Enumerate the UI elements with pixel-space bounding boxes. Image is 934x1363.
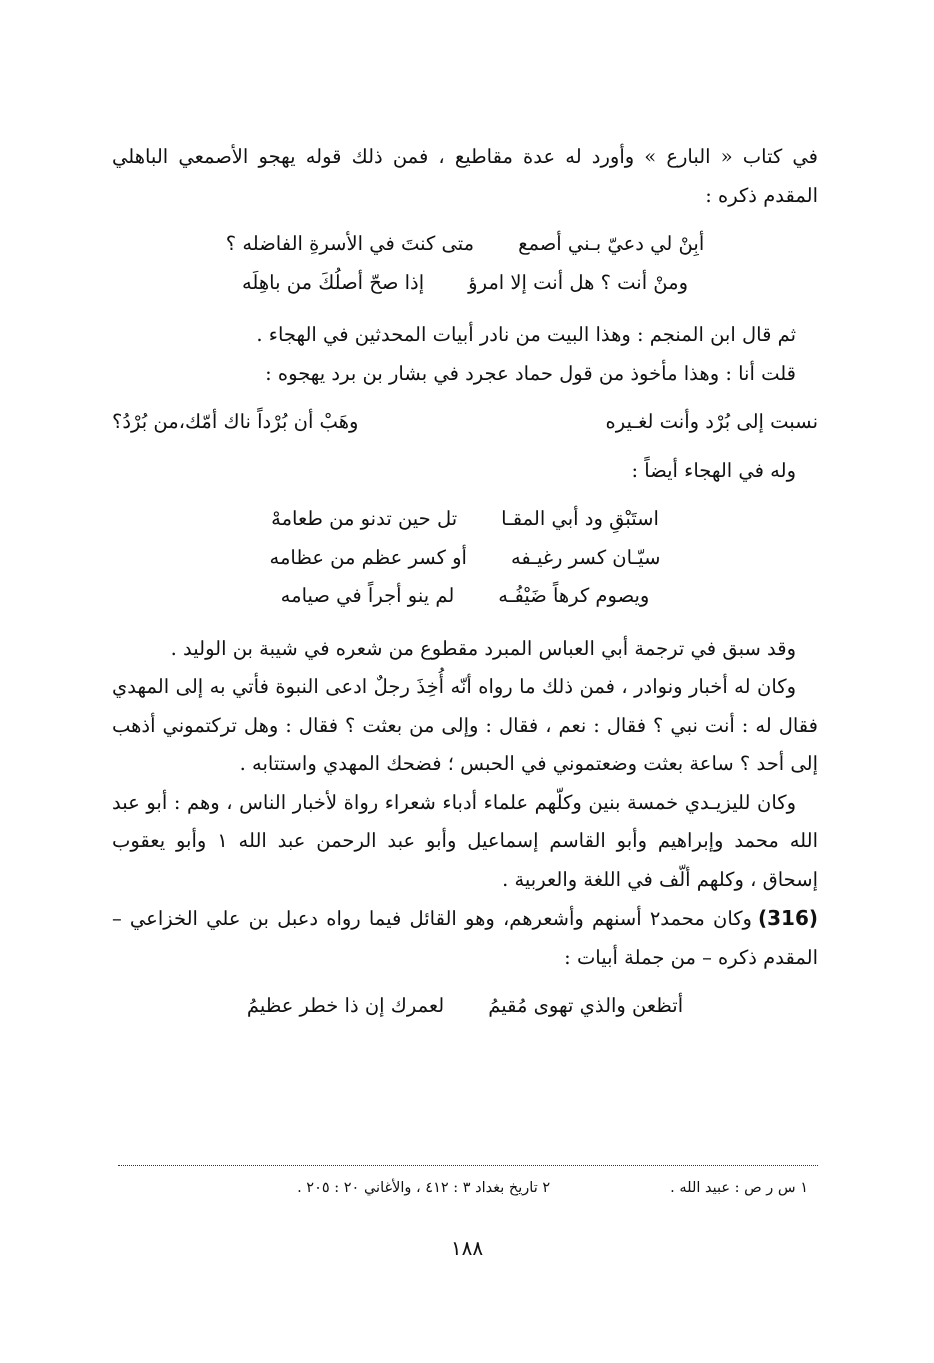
paragraph-8-wrap xyxy=(112,899,818,977)
paragraph-6: وكان له أخبار ونوادر ، فمن ذلك ما رواه أنّه أُخِذَ رجلٌ ادعى النبوة فأتي به إلى المهدي فقال له : أنت نبي ؟ فقال : نعم ، فقال : وإلى من بعثت ؟ فقال : وهل تركتموني أذهب إلى أحد ؟ ساعة بعثت وضعتموني في الحبس ؛ فضحك المهدي واستتابه . xyxy=(112,675,818,775)
paragraph-group-4 xyxy=(112,630,818,978)
verse-line xyxy=(112,539,818,578)
hemistich-left: تل حين تدنو من طعامهْ xyxy=(271,507,458,530)
verse-line xyxy=(112,500,818,539)
page-body xyxy=(112,138,818,1026)
verse-block-2 xyxy=(112,403,818,442)
verse-line xyxy=(112,987,818,1026)
hemistich-left: وهَبْ أن بُرْداً ناك أمّك،من بُرْدُ؟ xyxy=(112,410,359,433)
paragraph-8: وكان محمد٢ أسنهم وأشعرهم، وهو القائل فيما رواه دعبل بن علي الخزاعي – المقدم ذكره – من جملة أبيات : xyxy=(112,907,818,969)
paragraph-intro xyxy=(112,138,818,215)
paragraph-4: وله في الهجاء أيضاً : xyxy=(631,458,796,482)
entry-number-marker: (316) xyxy=(757,906,819,930)
verse-block-1 xyxy=(112,225,818,302)
hemistich-left: إذا صحّ أصلُكَ من باهِلَه xyxy=(241,270,425,294)
verse-block-4 xyxy=(112,987,818,1026)
hemistich-left: لم ينو أجراً في صيامه xyxy=(280,584,455,607)
page-number: ١٨٨ xyxy=(450,1236,484,1260)
footnote-divider xyxy=(118,1165,818,1166)
hemistich-right: سيّـان كسر رغيـفه xyxy=(510,545,661,569)
paragraph-3: قلت أنا : وهذا مأخوذ من قول حماد عجرد في بشار بن برد يهجوه : xyxy=(265,361,796,385)
footnotes xyxy=(112,1180,818,1196)
verse-line xyxy=(112,225,818,264)
verse-line xyxy=(112,577,818,616)
hemistich-right: ويصوم كرهاً ضَيْفُـه xyxy=(498,584,650,607)
paragraph-7: وكان لليزيـدي خمسة بنين وكلّهم علماء أدباء شعراء رواة لأخبار الناس ، وهم : أبو عبد الله محمد وإبراهيم وأبو القاسم إسماعيل وأبو عبد الرحمن عبد الله ١ وأبو يعقوب إسحاق ، وكلهم ألّف في اللغة والعربية . xyxy=(112,790,818,891)
hemistich-left: لعمرك إن ذا خطر عظيمُ xyxy=(246,994,445,1017)
hemistich-right: نسبت إلى بُرْد وأنت لغـيره xyxy=(605,410,818,433)
verse-line xyxy=(112,264,818,303)
hemistich-right: أبِنْ لي دعيّ بـني أصمع xyxy=(518,232,705,255)
verse-line xyxy=(112,403,818,442)
paragraph-5: وقد سبق في ترجمة أبي العباس المبرد مقطوع من شعره في شيبة بن الوليد . xyxy=(170,636,796,660)
verse-block-3 xyxy=(112,500,818,616)
hemistich-right: استَبْقِ ود أبي المقـا xyxy=(501,507,659,530)
footnote-2: ٢ تاريخ بغداد ٣ : ٤١٢ ، والأغاني ٢٠ : ٢٠٥ . xyxy=(297,1180,551,1196)
hemistich-left: متى كنتَ في الأسرةِ الفاضله ؟ xyxy=(225,232,475,255)
paragraph-2: ثم قال ابن المنجم : وهذا البيت من نادر أبيات المحدثين في الهجاء . xyxy=(256,323,796,346)
paragraph-1: في كتاب « البارع » وأورد له عدة مقاطيع ، فمن ذلك قوله يهجو الأصمعي الباهلي المقدم ذكره : xyxy=(112,145,818,207)
hemistich-right: ومنْ أنت ؟ هل أنت إلا امرؤ xyxy=(468,270,689,294)
hemistich-right: أتظعن والذي تهوى مُقيمُ xyxy=(488,994,684,1017)
hemistich-left: أو كسر عظم من عظامه xyxy=(269,545,467,569)
paragraph-group-3 xyxy=(112,452,818,491)
paragraph-group-2 xyxy=(112,316,818,393)
footnote-1: ١ س ر ص : عبيد الله . xyxy=(670,1180,808,1196)
